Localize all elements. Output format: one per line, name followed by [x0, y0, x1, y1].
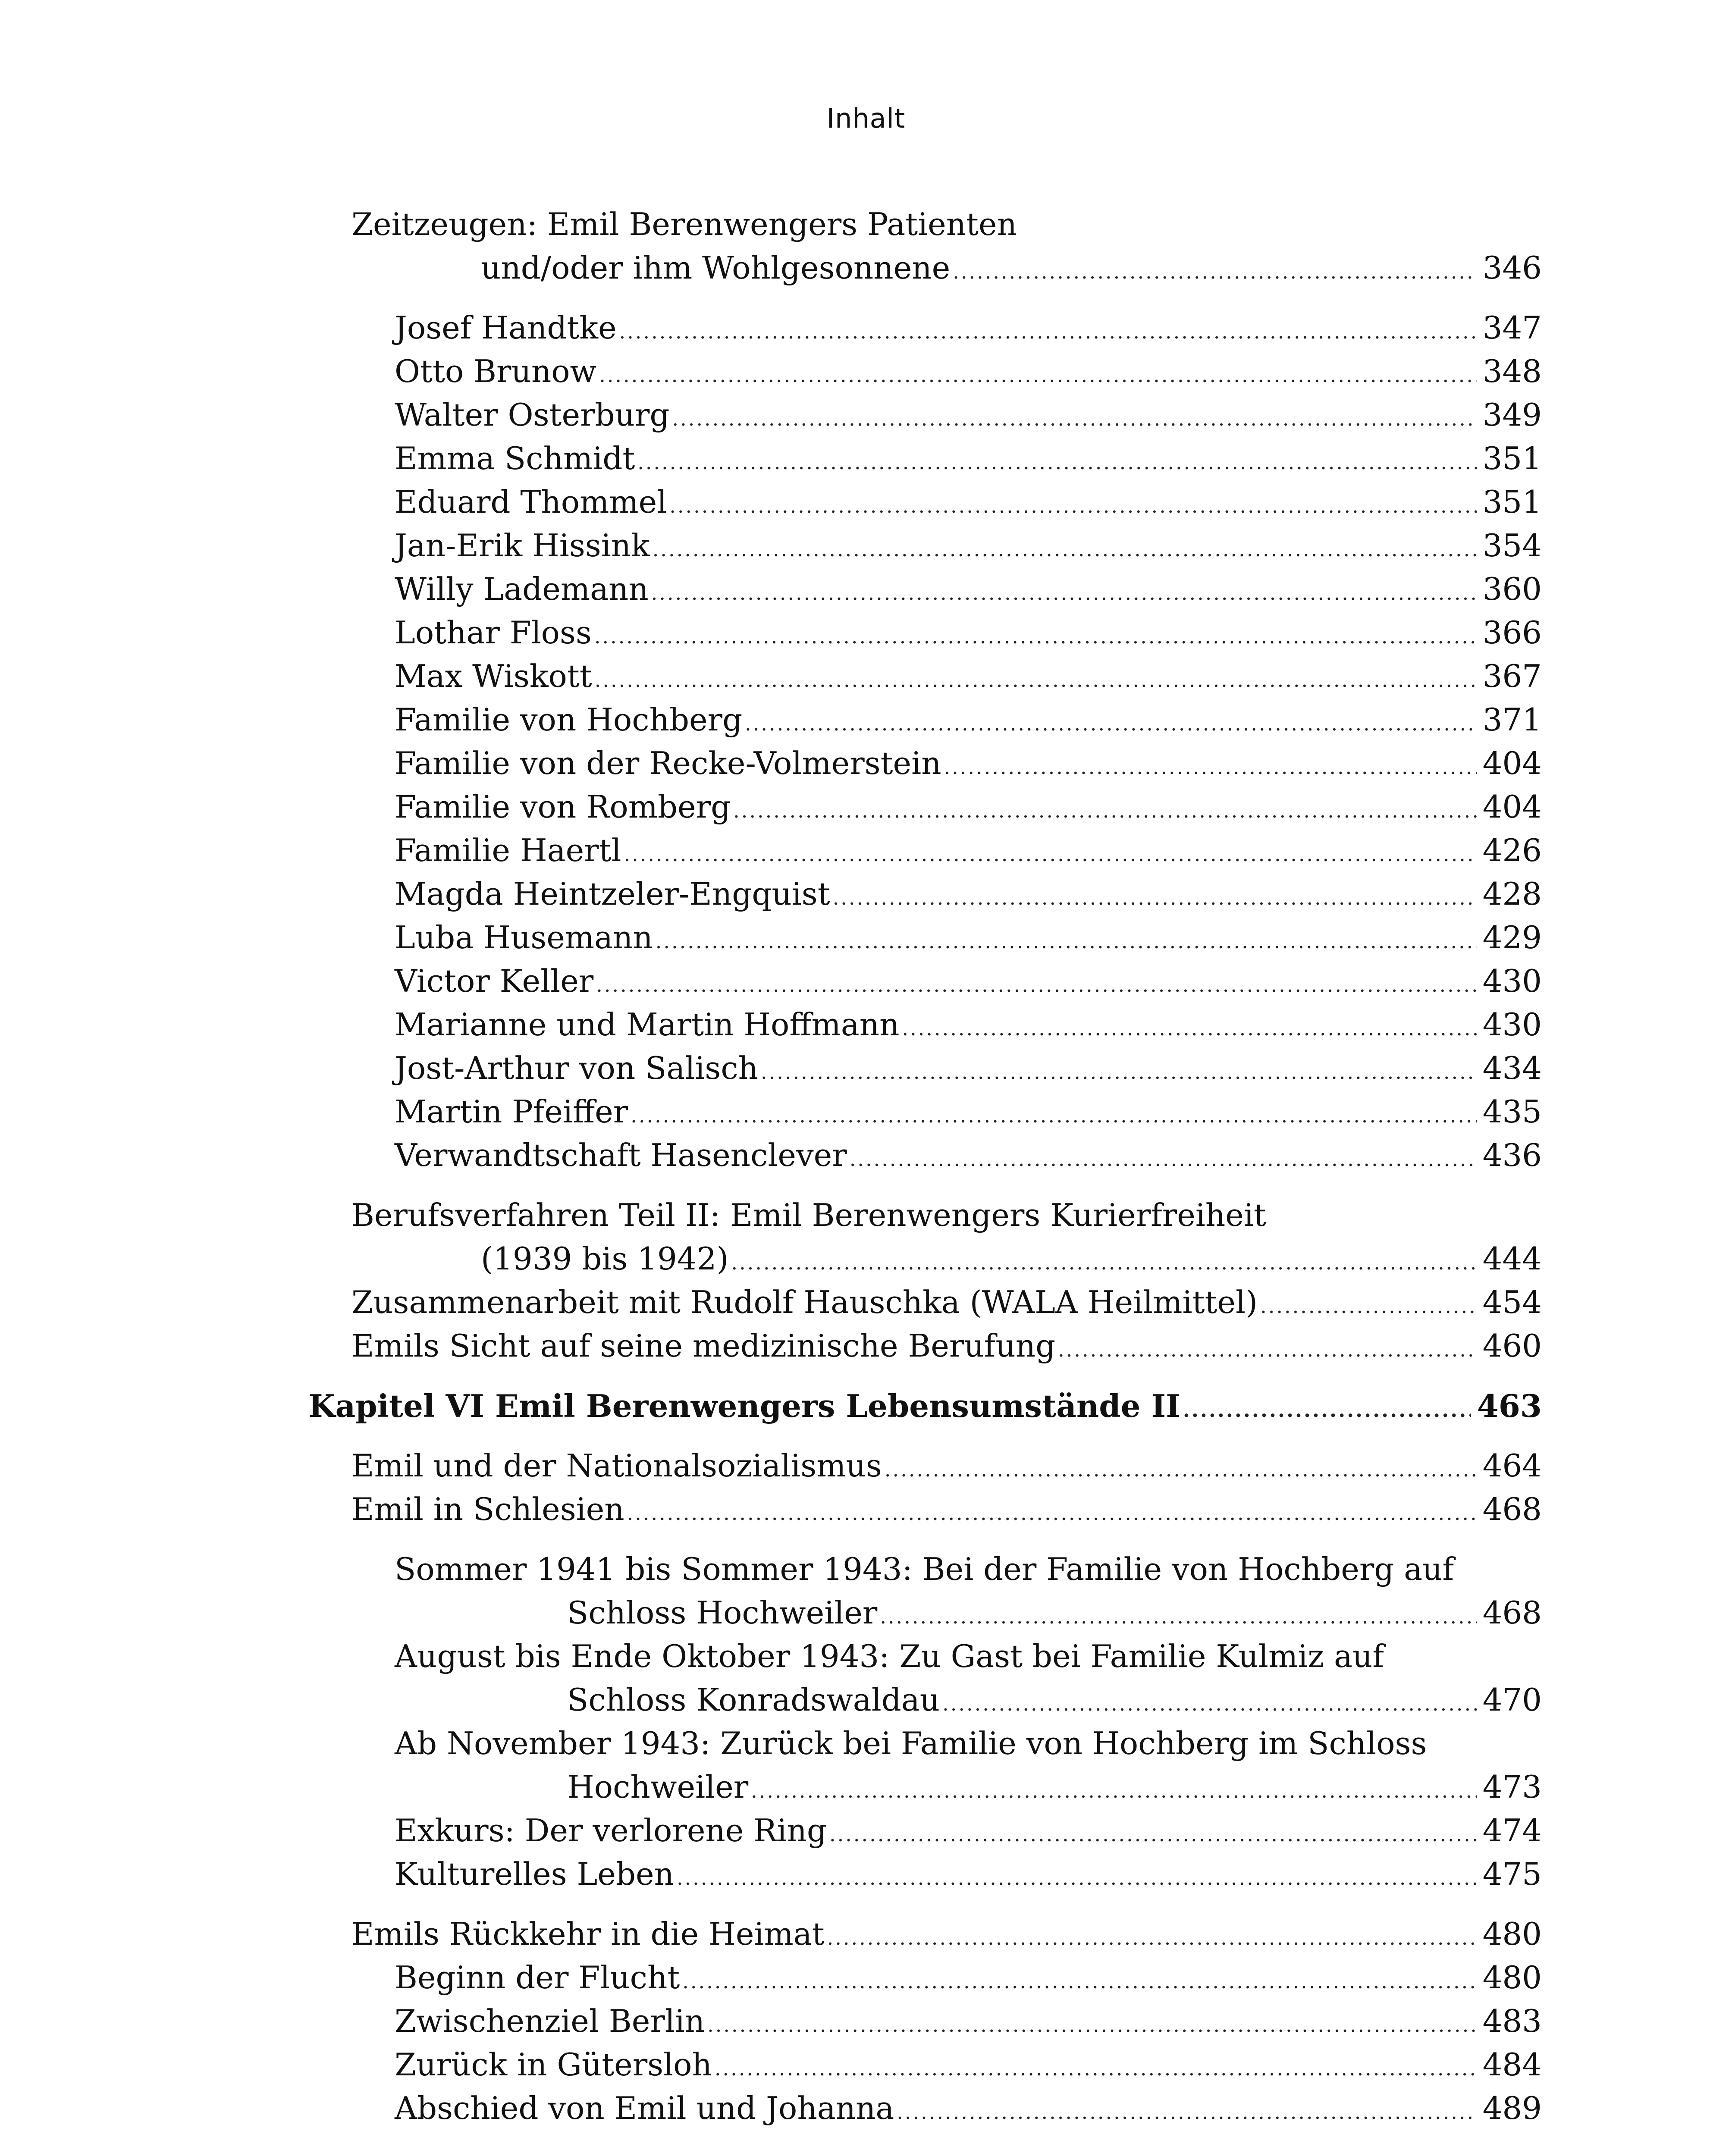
- toc-entry[interactable]: [308, 1047, 1542, 1090]
- toc-entry[interactable]: [308, 785, 1542, 829]
- dot-leader: [897, 2090, 1476, 2134]
- toc-page-number: 464: [1482, 1448, 1542, 1484]
- toc-page-number: 360: [1482, 571, 1542, 607]
- toc-page-number: 366: [1482, 614, 1542, 651]
- toc-page-number: 367: [1482, 658, 1542, 694]
- toc-chapter-label: Kapitel VI Emil Berenwengers Lebensumstände II: [308, 1388, 1180, 1424]
- dot-leader: [850, 1138, 1477, 1181]
- toc-entry-label: Lothar Floss: [395, 614, 592, 651]
- dot-leader: [672, 397, 1476, 441]
- toc-page-number: 489: [1482, 2090, 1542, 2126]
- toc-page-number: 483: [1482, 2003, 1542, 2039]
- toc-entry-label: Hochweiler: [567, 1769, 749, 1805]
- toc-entry-label: Familie von der Recke-Volmerstein: [395, 745, 941, 781]
- toc-entry[interactable]: [308, 655, 1542, 698]
- toc-entry-label: Verwandtschaft Hasenclever: [395, 1137, 847, 1173]
- toc-section-heading: [308, 1722, 1542, 1765]
- toc-entry-label: Zusammenarbeit mit Rudolf Hauschka (WALA Heilmittel): [351, 1284, 1258, 1320]
- dot-leader: [637, 441, 1476, 484]
- toc-entry[interactable]: [308, 829, 1542, 872]
- toc-entry-label: August bis Ende Oktober 1943: Zu Gast bei Familie Kulmiz auf: [395, 1638, 1384, 1674]
- dot-leader: [653, 528, 1477, 571]
- toc-page-number: 404: [1482, 789, 1542, 825]
- toc-entry-label: Abschied von Emil und Johanna: [395, 2090, 894, 2126]
- toc-entry-label: und/oder ihm Wohlgesonnene: [481, 250, 951, 286]
- toc-entry-label: Walter Osterburg: [395, 397, 670, 433]
- dot-leader: [1058, 1328, 1476, 1372]
- dot-leader: [624, 833, 1477, 876]
- toc-entry-label: Schloss Hochweiler: [567, 1595, 878, 1631]
- toc-entry-label: Emil und der Nationalsozialismus: [351, 1448, 882, 1484]
- dot-leader: [833, 876, 1477, 920]
- toc-entry[interactable]: [308, 1852, 1542, 1896]
- toc-page-number: 444: [1482, 1241, 1542, 1277]
- toc-section-heading: [308, 1548, 1542, 1591]
- toc-entry-label: Sommer 1941 bis Sommer 1943: Bei der Familie von Hochberg auf: [395, 1551, 1454, 1587]
- toc-entry-label: Victor Keller: [395, 963, 594, 999]
- toc-entry[interactable]: [308, 2043, 1542, 2087]
- toc-entry[interactable]: [308, 1809, 1542, 1852]
- toc-entry-label: Beginn der Flucht: [395, 1959, 680, 1996]
- toc-entry-label: Zwischenziel Berlin: [395, 2003, 705, 2039]
- toc-entry-label: Max Wiskott: [395, 658, 592, 694]
- toc-page-number: 429: [1482, 919, 1542, 956]
- toc-section-heading: [308, 203, 1542, 246]
- dot-leader: [594, 615, 1477, 658]
- toc-page-number: 468: [1482, 1491, 1542, 1527]
- dot-leader: [1183, 1388, 1471, 1432]
- toc-entry-label: Familie von Romberg: [395, 789, 731, 825]
- toc-page-number: 436: [1482, 1137, 1542, 1173]
- dot-leader: [902, 1007, 1477, 1050]
- toc-entry-label: Willy Lademann: [395, 571, 649, 607]
- toc-page-number: 351: [1482, 484, 1542, 520]
- toc-entry[interactable]: [308, 350, 1542, 393]
- toc-page-number: 404: [1482, 745, 1542, 781]
- toc-entry[interactable]: [308, 524, 1542, 567]
- toc-entry[interactable]: [308, 1912, 1542, 1956]
- running-head: Inhalt: [826, 103, 906, 134]
- toc-entry-label: Familie Haertl: [395, 832, 621, 868]
- toc-section-heading: [308, 1194, 1542, 1237]
- toc-page-number: 475: [1482, 1856, 1542, 1892]
- dot-leader: [751, 1769, 1476, 1813]
- toc-entry-label: Kulturelles Leben: [395, 1856, 674, 1892]
- toc-entry[interactable]: [308, 437, 1542, 480]
- toc-entry[interactable]: [308, 872, 1542, 916]
- toc-page-number: 347: [1482, 310, 1542, 346]
- toc-entry-label: Emma Schmidt: [395, 440, 635, 476]
- toc-page-number: 346: [1482, 250, 1542, 286]
- dot-leader: [677, 1856, 1477, 1900]
- dot-leader: [829, 1813, 1477, 1856]
- toc-entry[interactable]: [308, 393, 1542, 437]
- toc-entry[interactable]: [308, 1488, 1542, 1531]
- toc-page-number: 371: [1482, 702, 1542, 738]
- toc-entry-label: Emils Sicht auf seine medizinische Berufung: [351, 1328, 1056, 1364]
- dot-leader: [627, 1492, 1477, 1535]
- toc-page-number: 480: [1482, 1916, 1542, 1952]
- toc-page-number: 354: [1482, 527, 1542, 564]
- dot-leader: [1260, 1285, 1476, 1328]
- toc-entry[interactable]: [308, 916, 1542, 959]
- toc-entry[interactable]: [308, 1324, 1542, 1368]
- toc-page-number: 434: [1482, 1050, 1542, 1086]
- toc-page-number: 351: [1482, 440, 1542, 476]
- toc-entry[interactable]: [308, 1003, 1542, 1047]
- dot-leader: [944, 746, 1477, 789]
- dot-leader: [707, 2003, 1476, 2047]
- toc-entry[interactable]: [308, 1134, 1542, 1177]
- dot-leader: [827, 1916, 1477, 1960]
- toc-page-number: 470: [1482, 1682, 1542, 1718]
- dot-leader: [596, 963, 1476, 1007]
- toc-entry[interactable]: [308, 1956, 1542, 1999]
- toc-chapter-entry[interactable]: [308, 1384, 1542, 1428]
- dot-leader: [733, 789, 1476, 833]
- toc-entry-label: Josef Handtke: [395, 310, 617, 346]
- dot-leader: [745, 702, 1476, 746]
- dot-leader: [599, 354, 1476, 397]
- toc-page-number: 428: [1482, 876, 1542, 912]
- toc-entry-label: Luba Husemann: [395, 919, 653, 956]
- toc-entry-label: Otto Brunow: [395, 353, 597, 389]
- toc-entry[interactable]: [308, 1678, 1542, 1722]
- toc-entry[interactable]: [308, 246, 1542, 290]
- toc-entry[interactable]: [308, 2087, 1542, 2130]
- toc-entry-label: Exkurs: Der verlorene Ring: [395, 1812, 827, 1849]
- table-of-contents: [308, 203, 1542, 2130]
- toc-entry-label: Familie von Hochberg: [395, 702, 743, 738]
- toc-entry-label: (1939 bis 1942): [481, 1241, 729, 1277]
- toc-entry-label: Martin Pfeiffer: [395, 1094, 628, 1130]
- toc-section-heading: [308, 1635, 1542, 1678]
- dot-leader: [880, 1595, 1476, 1639]
- toc-entry-label: Emils Rückkehr in die Heimat: [351, 1916, 825, 1952]
- dot-leader: [885, 1448, 1477, 1492]
- toc-page-number: 430: [1482, 1006, 1542, 1043]
- toc-page-number: 484: [1482, 2046, 1542, 2083]
- toc-entry[interactable]: [308, 959, 1542, 1003]
- toc-page-number: 463: [1477, 1388, 1542, 1424]
- toc-entry[interactable]: [308, 1591, 1542, 1635]
- toc-entry[interactable]: [308, 1237, 1542, 1281]
- dot-leader: [651, 571, 1477, 615]
- toc-entry-label: Emil in Schlesien: [351, 1491, 624, 1527]
- toc-entry[interactable]: [308, 1999, 1542, 2043]
- dot-leader: [715, 2047, 1477, 2090]
- dot-leader: [669, 484, 1476, 528]
- toc-entry-label: Jost-Arthur von Salisch: [395, 1050, 759, 1086]
- toc-entry[interactable]: [308, 567, 1542, 611]
- toc-entry-label: Eduard Thommel: [395, 484, 667, 520]
- toc-entry-label: Ab November 1943: Zurück bei Familie von Hochberg im Schloss: [395, 1725, 1427, 1761]
- dot-leader: [682, 1960, 1476, 2003]
- dot-leader: [595, 658, 1477, 702]
- toc-page-number: 430: [1482, 963, 1542, 999]
- toc-entry[interactable]: [308, 306, 1542, 350]
- toc-entry-label: Marianne und Martin Hoffmann: [395, 1006, 900, 1043]
- toc-entry-label: Berufsverfahren Teil II: Emil Berenwengers Kurierfreiheit: [351, 1197, 1266, 1233]
- toc-entry[interactable]: [308, 1765, 1542, 1809]
- toc-entry[interactable]: [308, 1281, 1542, 1324]
- toc-page-number: 473: [1482, 1769, 1542, 1805]
- dot-leader: [631, 1094, 1476, 1138]
- toc-page-number: 468: [1482, 1595, 1542, 1631]
- toc-entry[interactable]: [308, 698, 1542, 742]
- toc-page-number: 348: [1482, 353, 1542, 389]
- toc-page-number: 474: [1482, 1812, 1542, 1849]
- toc-entry-label: Schloss Konradswaldau: [567, 1682, 940, 1718]
- dot-leader: [656, 920, 1477, 963]
- toc-entry[interactable]: [308, 742, 1542, 785]
- toc-page-number: 426: [1482, 832, 1542, 868]
- toc-entry-label: Zeitzeugen: Emil Berenwengers Patienten: [351, 206, 1017, 242]
- dot-leader: [953, 250, 1476, 294]
- toc-page-number: 349: [1482, 397, 1542, 433]
- toc-entry[interactable]: [308, 480, 1542, 524]
- toc-entry[interactable]: [308, 1090, 1542, 1134]
- toc-page-number: 480: [1482, 1959, 1542, 1996]
- toc-page-number: 460: [1482, 1328, 1542, 1364]
- toc-entry[interactable]: [308, 611, 1542, 655]
- dot-leader: [619, 310, 1477, 354]
- dot-leader: [942, 1682, 1476, 1726]
- toc-page-number: 435: [1482, 1094, 1542, 1130]
- toc-entry[interactable]: [308, 1444, 1542, 1488]
- dot-leader: [761, 1050, 1477, 1094]
- toc-entry-label: Magda Heintzeler-Engquist: [395, 876, 830, 912]
- toc-entry-label: Zurück in Gütersloh: [395, 2046, 712, 2083]
- toc-entry-label: Jan-Erik Hissink: [395, 527, 650, 564]
- toc-subentries-zeitzeugen: [308, 306, 1542, 1177]
- dot-leader: [731, 1241, 1477, 1285]
- toc-page-number: 454: [1482, 1284, 1542, 1320]
